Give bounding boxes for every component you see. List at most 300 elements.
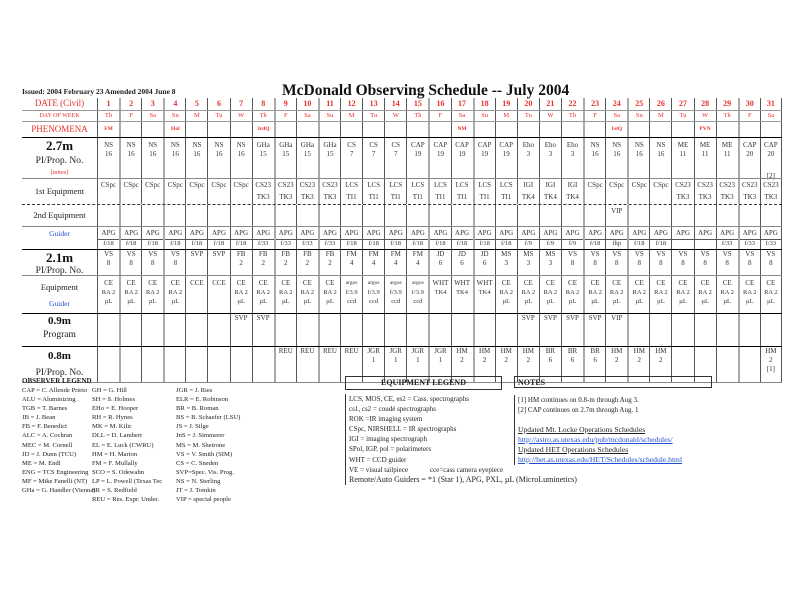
program-09: SVP [544,314,557,322]
link-mt-locke-schedules[interactable]: http://astro.as.utexas.edu/pub/mcdonald/schedules/ [518,435,673,444]
prop-number: 19 [481,150,489,158]
date-number: 2 [129,99,134,108]
observer-legend-entry: RH = R. Hynes [92,414,133,422]
pi-code: NS [126,141,136,149]
equipment-21-guider: µL [679,298,687,305]
equipment-21-guider: µL [127,298,135,305]
pi-code: CAP [411,141,425,149]
day-cell [384,205,406,226]
pi-code-08: HM [500,347,512,355]
day-cell [362,138,384,178]
pi-code: CS [347,141,356,149]
day-cell [296,205,318,226]
second-equipment-label: 2nd Equipment [33,210,86,220]
day-cell [318,276,340,313]
prop-number-21: 4 [416,259,420,267]
pi-code-21: FB [258,250,268,258]
guider: APG [256,229,271,237]
pi-code: CAP [764,141,778,149]
observer-legend-entry: MK = M. Kilic [92,423,132,431]
day-cell [185,227,207,249]
prop-number: 11 [701,150,709,158]
equipment-21-guider: µL [326,298,334,305]
day-cell [694,276,716,313]
row-e1 [22,178,782,205]
guider: APG [234,229,249,237]
prop-number-08: 1 [416,356,420,364]
equipment1-detector: TK3 [676,193,690,201]
day-cell [451,179,473,204]
day-cell [583,276,605,313]
prop-number: 3 [526,150,531,158]
day-of-week: W [392,112,399,119]
day-cell [163,347,185,382]
guider: APG [609,229,624,237]
day-cell [406,122,428,137]
focal-ratio: f/9 [518,239,539,248]
observer-legend-entry: CS = C. Sneden [176,459,219,467]
equipment-21-detail: RA 2 [742,289,757,296]
day-cell [252,122,274,137]
prop-number: 3 [548,150,553,158]
equipment-21: CE [325,279,335,287]
pi-code-21: VS [126,250,136,258]
day-cell [185,205,207,226]
day-cell [473,250,495,275]
day-cell [185,111,207,121]
date-number: 8 [261,99,266,108]
equipment1: LCS [411,181,425,189]
pi-code-08: BR [567,347,578,355]
equipment-21-guider: µL [612,298,621,305]
pi-code: Eho [566,141,579,149]
pi-code: NS [634,141,644,149]
pi-code: NS [192,141,202,149]
pi-code-08: HM [611,347,623,355]
observer-legend-title: OBSERVER LEGEND [22,377,92,385]
prop-number: 11 [723,150,731,158]
observer-legend-entry: ALC = A. Cochran [22,432,73,440]
day-cell [296,122,318,137]
day-cell [207,205,229,226]
day-cell [451,122,473,137]
day-cell [451,250,473,275]
equipment1-detector: TK3 [743,193,757,201]
observer-legend-entry: MF = Mike Fanelli (NT) [22,477,88,485]
equipment-21: CE [501,279,511,287]
guider-label: Guider [49,229,70,238]
day-cell [716,276,738,313]
prop-number: 16 [193,150,201,158]
row-label [22,98,97,110]
prop-number: 7 [394,150,398,158]
equipment1: IGI [545,181,556,189]
day-cell [451,111,473,121]
day-cell [163,205,185,226]
row-label [22,205,97,226]
day-cell [605,98,627,110]
day-cell [760,205,782,226]
prop-number-21: 4 [371,259,376,267]
equipment-legend-entry: SPol, IGP, pol = polarimeters [349,445,432,454]
day-cell [539,179,561,204]
day-cell [539,138,561,178]
pi-code-21: VS [678,250,688,258]
day-cell [274,138,296,178]
notes [514,395,682,465]
day-of-week: W [702,112,709,119]
pi-code-08: JGR [367,347,380,355]
prop-number-08: 2 [659,356,663,364]
day-cell [671,122,693,137]
day-cell [561,138,583,178]
observer-legend-entry: SH = S. Holmes [92,396,135,404]
pi-code-21: MS [523,250,534,258]
prop-number: 19 [414,150,422,158]
focal-ratio: f/18 [452,239,473,248]
observer-legend-entry: EHo = E. Hooper [92,405,139,413]
observer-legend-entry: GHa = G. Handler (Vienna) [22,487,96,495]
day-cell [296,250,318,275]
day-of-week: Tu [679,112,687,119]
day-cell [274,347,296,382]
day-cell [583,227,605,249]
note-ref: [2] [766,172,775,180]
day-cell [627,98,649,110]
equipment-21-detail: RA 2 [588,289,602,296]
focal-ratio: f/33 [740,239,760,248]
pi-code: CAP [499,141,514,149]
focal-ratio: f/33 [761,239,781,248]
day-cell [230,205,252,226]
pi-code: NS [148,141,158,149]
day-cell [495,314,517,346]
day-cell [694,179,716,204]
equipment1: LCS [455,181,469,189]
day-cell [163,138,185,178]
prop-number: 20 [746,150,754,158]
observer-legend-entry: NS = N. Sterling [176,477,221,485]
day-cell [230,179,252,204]
day-cell [230,122,252,137]
day-of-week-label: DAY OF WEEK [39,113,80,119]
prop-number-21: 8 [703,259,707,267]
observer-legend-entry: JGR = J. Ries [176,387,213,394]
day-cell [605,179,627,204]
pi-code: ME [699,141,711,149]
row-t21 [22,249,782,275]
day-cell [274,227,296,249]
observer-legend-entry: LP = L. Powell (Texas Tec [92,477,163,485]
day-cell [738,138,760,178]
prop-number: 11 [679,150,687,158]
day-cell [252,98,274,110]
day-of-week: F [438,112,443,119]
day-cell [384,122,406,137]
equipment-21: CE [523,279,533,287]
guider: APG [145,229,160,237]
notes-label: [notes] [50,169,69,176]
page-title: McDonald Observing Schedule -- July 2004 [282,82,570,99]
equipment-21-detail: RA 2 [323,289,337,296]
day-cell [274,205,296,226]
day-cell [649,205,671,226]
day-cell [340,179,362,204]
day-cell [274,179,296,204]
equipment-21: CE [766,279,776,287]
day-cell [451,98,473,110]
day-of-week: Tu [370,112,378,119]
day-cell [605,276,627,313]
day-cell [296,138,318,178]
focal-ratio [672,239,693,240]
day-cell [384,179,406,204]
day-cell [296,347,318,382]
day-cell [406,179,428,204]
day-cell [738,111,760,121]
day-cell [517,227,539,249]
day-of-week: Su [635,112,643,119]
day-cell [495,276,517,313]
day-cell [318,138,340,178]
observer-legend-col3 [176,386,240,504]
day-cell [671,98,693,110]
observer-legend-entry: SCO = S. Odewahn [92,468,145,476]
day-cell [340,205,362,226]
prop-number-21: 6 [438,259,443,267]
pi-code-08: HM [456,347,468,355]
guider: APG [742,229,757,237]
pi-prop-label-08: PI/Prop. No. [35,368,84,378]
date-number: 12 [347,99,356,108]
day-cell [207,98,229,110]
equipment-21: CE [568,279,577,287]
day-cell [230,276,252,313]
row-t27 [22,137,782,178]
prop-number: 19 [436,150,444,158]
pi-code-21: VS [722,250,732,258]
day-cell [119,111,141,121]
equipment-legend-entry: LCS, MOS, CE, es2 = Cass. spectrographs [349,395,469,403]
observer-legend-entry: VIP = special people [176,496,231,504]
day-cell [207,138,229,178]
day-cell [716,111,738,121]
prop-number-08: 2 [504,356,508,364]
focal-ratio: f/18 [208,239,229,248]
date-number: 30 [745,99,754,108]
equipment-21-detail: RA 2 [543,289,558,296]
guider: APG [124,229,139,237]
prop-number: 3 [570,150,575,158]
day-cell [561,314,583,346]
day-cell [649,276,671,313]
day-cell [163,227,185,249]
guider: APG [101,229,116,237]
day-cell [406,111,428,121]
pi-code-21: VS [170,250,180,258]
focal-ratio: f/18 [186,239,207,248]
equipment1: CSpc [123,181,139,189]
day-cell [163,179,185,204]
equipment-legend-entry: CSpc, NIRSHELL = IR spectrographs [349,425,457,434]
equipment-21-detail: TK4 [456,289,468,296]
pi-code-08: JGR [434,347,447,355]
date-number: 23 [591,99,600,108]
day-cell [539,122,561,137]
equipment1-detector: TI1 [479,193,490,201]
prop-number-08: 2 [482,356,487,364]
day-cell [185,347,207,382]
guider: APG [632,229,647,237]
equipment-21-detail: RA 2 [632,289,647,296]
day-cell [517,98,539,110]
equipment-21-detail: RA 2 [256,289,270,296]
observer-legend [22,377,241,504]
day-cell [649,98,671,110]
day-cell [738,276,760,313]
observer-legend-entry: FM = F. Mullally [92,459,138,467]
day-cell [362,250,384,275]
day-cell [340,250,362,275]
day-cell [428,227,450,249]
phenomena: FM [104,126,113,132]
equipment-21: WHT [432,279,449,287]
day-cell [141,347,163,382]
day-cell [362,179,384,204]
prop-number: 16 [237,150,245,158]
phenomena: 1stQ [611,126,623,132]
prop-number: 16 [635,150,643,158]
day-cell [97,205,119,226]
focal-ratio: f/33 [297,239,318,248]
prop-number-21: 8 [637,259,642,267]
prop-number-08: 2 [637,356,642,364]
day-cell [561,205,583,226]
equipment-21-guider: µL [635,298,644,305]
notes-title: NOTES [514,376,712,388]
row-label [22,276,97,313]
pi-code: CS [391,141,401,149]
pi-code: ME [721,141,733,149]
guider: APG [168,229,183,237]
day-cell [671,111,693,121]
prop-number-21: 8 [173,259,178,267]
day-cell [671,250,693,275]
pi-code-21: SVP [212,250,226,258]
focal-ratio: f/9 [562,239,583,248]
note-2: [2] CAP continues on 2.7m through Aug. 1 [518,406,639,414]
focal-ratio: f/18 [585,239,605,248]
pi-code: NS [612,141,622,149]
day-cell [605,314,627,346]
day-cell [671,179,693,204]
equipment-21-detail: f/3.9 [389,289,402,296]
equipment1-detector: TK3 [764,193,778,201]
prop-number-21: 8 [570,259,575,267]
day-cell [252,347,274,382]
day-cell [163,250,185,275]
day-of-week: Tu [215,112,223,119]
equipment-ve: VE = visual tailpiece [349,465,408,474]
date-number: 15 [413,99,422,108]
date-number: 9 [283,99,288,108]
day-cell [428,314,450,346]
focal-ratio [695,239,716,240]
equipment1: LCS [345,181,358,189]
equipment-21: argos [345,280,358,286]
prop-number-21: 3 [526,259,531,267]
day-of-week: Th [723,112,731,119]
prop-number: 16 [657,150,665,158]
day-cell [716,179,738,204]
day-cell [473,179,495,204]
day-cell [428,205,450,226]
day-cell [141,111,163,121]
day-cell [473,205,495,226]
day-cell [97,138,119,178]
pi-code-08: BR [590,347,600,355]
phenomena-label: PHENOMENA [31,124,88,134]
day-cell [230,111,252,121]
equipment1-detector: TK3 [720,193,734,201]
pi-code-08: HM [655,347,667,355]
day-cell [583,205,605,226]
prop-number-08: 2 [460,356,464,364]
guider: APG [322,229,337,237]
date-number: 7 [239,99,244,108]
prop-number-08: 6 [593,356,597,364]
day-cell [473,138,495,178]
day-cell [473,122,495,137]
day-of-week: W [547,112,554,119]
pi-code: ME [677,141,689,149]
pi-code: GHa [300,141,314,149]
equipment1: CS23 [278,181,294,189]
date-number: 5 [194,99,199,108]
equipment1-detector: TK3 [323,193,337,201]
equipment-21: argos [411,280,424,286]
day-cell [605,227,627,249]
day-cell [539,111,561,121]
day-cell [583,111,605,121]
day-cell [230,250,252,275]
pi-code-08: JGR [411,347,425,355]
focal-ratio: f/18 [629,239,649,248]
day-cell [340,276,362,313]
observer-legend-entry: JnS = J. Simmerer [176,432,225,440]
day-cell [495,179,517,204]
link-het-schedules[interactable]: http://het.as.utexas.edu/HET/Schedules/schedule.html [518,455,683,464]
day-cell [163,111,185,121]
prop-number-21: 2 [261,259,265,267]
day-cell [495,98,517,110]
day-cell [495,122,517,137]
day-of-week: Sa [304,112,311,119]
link1-label: Updated Mt. Locke Operations Schedules [518,425,646,434]
day-cell [451,314,473,346]
day-cell [340,111,362,121]
day-cell [340,138,362,178]
prop-number-21: 6 [482,259,487,267]
observer-legend-entry: CAP = C. Allende Prieto [22,387,88,394]
day-cell [252,138,274,178]
pi-code-21: VS [104,250,114,258]
prop-number: 16 [591,150,599,158]
equipment1-detector: TI1 [390,193,401,201]
day-cell [716,347,738,382]
day-cell [185,314,207,346]
prop-number: 16 [105,150,113,158]
